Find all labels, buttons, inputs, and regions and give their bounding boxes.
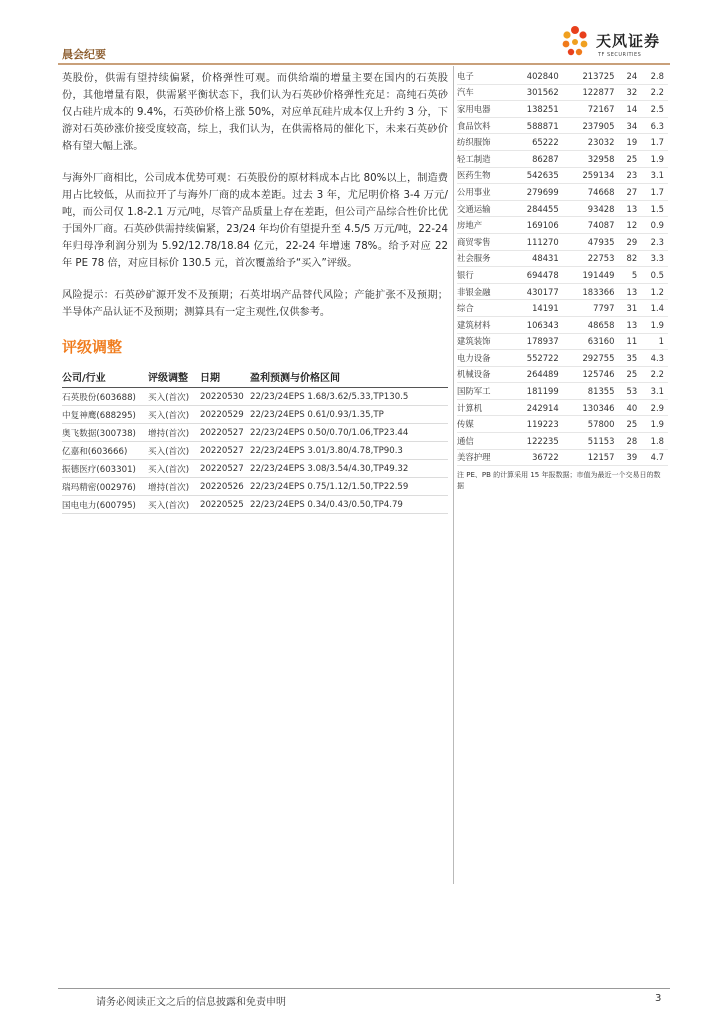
pb-cell: 3.1 <box>641 383 668 400</box>
industry-name-cell: 家用电器 <box>457 101 507 118</box>
industry-name-cell: 银行 <box>457 267 507 284</box>
pe-cell: 11 <box>618 333 641 350</box>
pb-cell: 4.7 <box>641 449 668 466</box>
pe-cell: 32 <box>618 84 641 101</box>
industry-column <box>457 68 670 492</box>
pe-cell: 12 <box>618 217 641 234</box>
market-cap-cell: 122235 <box>507 433 563 450</box>
float-cap-cell: 292755 <box>563 350 619 367</box>
table-row <box>62 388 448 406</box>
table-row <box>457 366 668 383</box>
industry-name-cell: 食品饮料 <box>457 117 507 134</box>
table-row <box>457 150 668 167</box>
float-cap-cell: 125746 <box>563 366 619 383</box>
footer-divider <box>58 988 670 989</box>
main-column <box>62 70 448 514</box>
float-cap-cell: 213725 <box>563 68 619 84</box>
date-cell: 20220525 <box>200 496 250 514</box>
industry-name-cell: 美容护理 <box>457 449 507 466</box>
table-row <box>457 383 668 400</box>
col-header-forecast: 盈利预测与价格区间 <box>250 367 448 388</box>
column-divider <box>453 66 454 884</box>
table-row <box>457 250 668 267</box>
float-cap-cell: 93428 <box>563 200 619 217</box>
market-cap-cell: 178937 <box>507 333 563 350</box>
rating-cell: 买入(首次) <box>148 406 200 424</box>
float-cap-cell: 237905 <box>563 117 619 134</box>
pe-cell: 19 <box>618 134 641 151</box>
pb-cell: 3.3 <box>641 250 668 267</box>
pe-cell: 31 <box>618 300 641 317</box>
pe-cell: 82 <box>618 250 641 267</box>
forecast-cell: 22/23/24EPS 0.75/1.12/1.50,TP22.59 <box>250 478 448 496</box>
market-cap-cell: 279699 <box>507 184 563 201</box>
table-row <box>457 217 668 234</box>
pe-cell: 13 <box>618 200 641 217</box>
float-cap-cell: 48658 <box>563 316 619 333</box>
pb-cell: 2.2 <box>641 366 668 383</box>
rating-cell: 买入(首次) <box>148 460 200 478</box>
pb-cell: 1.5 <box>641 200 668 217</box>
float-cap-cell: 130346 <box>563 399 619 416</box>
rating-header-row <box>62 367 448 388</box>
industry-name-cell: 公用事业 <box>457 184 507 201</box>
rating-cell: 增持(首次) <box>148 424 200 442</box>
table-row <box>457 316 668 333</box>
table-note: 注 PE、PB 的计算采用 15 年报数据；市值为最近一个交易日的数据 <box>457 471 661 491</box>
float-cap-cell: 32958 <box>563 150 619 167</box>
rating-table <box>62 367 448 514</box>
paragraph: 英股份，供需有望持续偏紧，价格弹性可观。而供给端的增量主要在国内的石英股份，其他增量有限，供需紧平衡状态下，我们认为石英砂价格弹性充足：高纯石英砂仅占硅片成本的 9.4%，石英砂价格上涨 50%，对应单瓦硅片成本仅上升约 3 分，下游对石英砂涨价接受度较高，综上，我们认为，在供需格局的催化下，未来石英砂价格有望大幅上涨。 <box>62 73 448 152</box>
pe-cell: 25 <box>618 150 641 167</box>
logo-mark-icon <box>558 22 592 62</box>
forecast-cell: 22/23/24EPS 0.34/0.43/0.50,TP4.79 <box>250 496 448 514</box>
table-row <box>457 200 668 217</box>
pb-cell: 1 <box>641 333 668 350</box>
float-cap-cell: 74087 <box>563 217 619 234</box>
market-cap-cell: 402840 <box>507 68 563 84</box>
pb-cell: 3.1 <box>641 167 668 184</box>
market-cap-cell: 86287 <box>507 150 563 167</box>
float-cap-cell: 12157 <box>563 449 619 466</box>
date-cell: 20220527 <box>200 424 250 442</box>
market-cap-cell: 588871 <box>507 117 563 134</box>
col-header-date: 日期 <box>200 367 250 388</box>
pb-cell: 6.3 <box>641 117 668 134</box>
table-row <box>457 350 668 367</box>
pe-cell: 24 <box>618 68 641 84</box>
float-cap-cell: 72167 <box>563 101 619 118</box>
pb-cell: 2.9 <box>641 399 668 416</box>
forecast-cell: 22/23/24EPS 0.50/0.70/1.06,TP23.44 <box>250 424 448 442</box>
pb-cell: 1.7 <box>641 134 668 151</box>
market-cap-cell: 65222 <box>507 134 563 151</box>
market-cap-cell: 111270 <box>507 233 563 250</box>
market-cap-cell: 181199 <box>507 383 563 400</box>
brand-logo <box>558 22 678 62</box>
table-row <box>62 460 448 478</box>
pb-cell: 2.8 <box>641 68 668 84</box>
pb-cell: 0.5 <box>641 267 668 284</box>
forecast-cell: 22/23/24EPS 0.61/0.93/1.35,TP <box>250 406 448 424</box>
pb-cell: 1.7 <box>641 184 668 201</box>
date-cell: 20220527 <box>200 442 250 460</box>
industry-name-cell: 医药生物 <box>457 167 507 184</box>
footer-disclaimer: 请务必阅读正文之后的信息披露和免责申明 <box>96 997 286 1008</box>
industry-name-cell: 建筑材料 <box>457 316 507 333</box>
float-cap-cell: 63160 <box>563 333 619 350</box>
pb-cell: 2.2 <box>641 84 668 101</box>
float-cap-cell: 51153 <box>563 433 619 450</box>
date-cell: 20220527 <box>200 460 250 478</box>
pb-cell: 1.9 <box>641 150 668 167</box>
table-row <box>457 433 668 450</box>
industry-name-cell: 纺织服饰 <box>457 134 507 151</box>
market-cap-cell: 694478 <box>507 267 563 284</box>
industry-name-cell: 综合 <box>457 300 507 317</box>
pe-cell: 27 <box>618 184 641 201</box>
market-cap-cell: 301562 <box>507 84 563 101</box>
risk-paragraph: 风险提示：石英砂矿源开发不及预期；石英坩埚产品替代风险；产能扩张不及预期；半导体产品认证不及预期；测算具有一定主观性,仅供参考。 <box>62 290 448 318</box>
forecast-cell: 22/23/24EPS 3.08/3.54/4.30,TP49.32 <box>250 460 448 478</box>
paragraph: 与海外厂商相比，公司成本优势可观：石英股份的原材料成本占比 80%以上，制造费用占比较低，从而拉开了与海外厂商的成本差距。过去 3 年，尤尼明价格 3-4 万元/吨，而公司仅 1.8-2.1 万元/吨，尽管产品质量上存在差距，但公司产品综合性价比优于国外厂商。石英砂供需持续偏紧，23/24 年均价有望提升至 4.5/5 万元/吨，22-24 年归母净利润分别为 5.92/12.78/18.84 亿元，22-24 年增速 78%。给予对应 22 年 PE 78 倍，对应目标价 130.5 元，首次覆盖给予“买入”评级。 <box>62 173 448 269</box>
pb-cell: 0.9 <box>641 217 668 234</box>
table-row <box>62 406 448 424</box>
table-row <box>457 134 668 151</box>
col-header-company: 公司/行业 <box>62 367 148 388</box>
table-row <box>457 233 668 250</box>
table-row <box>62 442 448 460</box>
table-row <box>457 399 668 416</box>
market-cap-cell: 264489 <box>507 366 563 383</box>
industry-name-cell: 建筑装饰 <box>457 333 507 350</box>
pe-cell: 39 <box>618 449 641 466</box>
pe-cell: 28 <box>618 433 641 450</box>
industry-name-cell: 非银金融 <box>457 283 507 300</box>
table-row <box>457 184 668 201</box>
industry-name-cell: 电子 <box>457 68 507 84</box>
header-divider <box>58 63 670 65</box>
date-cell: 20220530 <box>200 388 250 406</box>
company-cell: 中复神鹰(688295) <box>62 406 148 424</box>
industry-name-cell: 通信 <box>457 433 507 450</box>
market-cap-cell: 552722 <box>507 350 563 367</box>
pe-cell: 5 <box>618 267 641 284</box>
logo-en: TF SECURITIES <box>598 52 642 58</box>
industry-name-cell: 社会服务 <box>457 250 507 267</box>
market-cap-cell: 106343 <box>507 316 563 333</box>
market-cap-cell: 138251 <box>507 101 563 118</box>
industry-name-cell: 传媒 <box>457 416 507 433</box>
table-row <box>457 283 668 300</box>
table-row <box>62 478 448 496</box>
table-row <box>457 300 668 317</box>
table-row <box>457 117 668 134</box>
pe-cell: 53 <box>618 383 641 400</box>
company-cell: 石英股份(603688) <box>62 388 148 406</box>
market-cap-cell: 36722 <box>507 449 563 466</box>
forecast-cell: 22/23/24EPS 3.01/3.80/4.78,TP90.3 <box>250 442 448 460</box>
pe-cell: 29 <box>618 233 641 250</box>
table-row <box>457 416 668 433</box>
industry-name-cell: 交通运输 <box>457 200 507 217</box>
col-header-rating: 评级调整 <box>148 367 200 388</box>
pb-cell: 1.2 <box>641 283 668 300</box>
float-cap-cell: 122877 <box>563 84 619 101</box>
rating-cell: 增持(首次) <box>148 478 200 496</box>
pb-cell: 1.9 <box>641 416 668 433</box>
logo-name: 天风证券 <box>596 32 661 50</box>
company-cell: 瑞玛精密(002976) <box>62 478 148 496</box>
table-row <box>457 101 668 118</box>
float-cap-cell: 47935 <box>563 233 619 250</box>
market-cap-cell: 14191 <box>507 300 563 317</box>
header-title: 晨会纪要 <box>62 48 106 61</box>
table-row <box>457 84 668 101</box>
pe-cell: 14 <box>618 101 641 118</box>
rating-cell: 买入(首次) <box>148 442 200 460</box>
pb-cell: 1.4 <box>641 300 668 317</box>
float-cap-cell: 74668 <box>563 184 619 201</box>
industry-name-cell: 电力设备 <box>457 350 507 367</box>
section-title: 评级调整 <box>62 338 123 356</box>
pb-cell: 1.9 <box>641 316 668 333</box>
industry-name-cell: 房地产 <box>457 217 507 234</box>
industry-name-cell: 商贸零售 <box>457 233 507 250</box>
industry-name-cell: 国防军工 <box>457 383 507 400</box>
float-cap-cell: 23032 <box>563 134 619 151</box>
company-cell: 奥飞数据(300738) <box>62 424 148 442</box>
pb-cell: 2.5 <box>641 101 668 118</box>
market-cap-cell: 284455 <box>507 200 563 217</box>
table-row <box>457 333 668 350</box>
industry-table <box>457 68 668 466</box>
float-cap-cell: 191449 <box>563 267 619 284</box>
table-row <box>62 424 448 442</box>
pe-cell: 34 <box>618 117 641 134</box>
table-row <box>62 496 448 514</box>
float-cap-cell: 22753 <box>563 250 619 267</box>
industry-name-cell: 机械设备 <box>457 366 507 383</box>
date-cell: 20220526 <box>200 478 250 496</box>
market-cap-cell: 48431 <box>507 250 563 267</box>
date-cell: 20220529 <box>200 406 250 424</box>
industry-name-cell: 计算机 <box>457 399 507 416</box>
market-cap-cell: 169106 <box>507 217 563 234</box>
pe-cell: 25 <box>618 366 641 383</box>
pe-cell: 13 <box>618 283 641 300</box>
table-row <box>457 267 668 284</box>
company-cell: 国电电力(600795) <box>62 496 148 514</box>
pb-cell: 1.8 <box>641 433 668 450</box>
industry-name-cell: 汽车 <box>457 84 507 101</box>
company-cell: 振德医疗(603301) <box>62 460 148 478</box>
rating-cell: 买入(首次) <box>148 388 200 406</box>
float-cap-cell: 183366 <box>563 283 619 300</box>
pb-cell: 2.3 <box>641 233 668 250</box>
pe-cell: 25 <box>618 416 641 433</box>
pe-cell: 35 <box>618 350 641 367</box>
market-cap-cell: 242914 <box>507 399 563 416</box>
market-cap-cell: 119223 <box>507 416 563 433</box>
pe-cell: 40 <box>618 399 641 416</box>
float-cap-cell: 57800 <box>563 416 619 433</box>
pe-cell: 23 <box>618 167 641 184</box>
table-row <box>457 449 668 466</box>
float-cap-cell: 7797 <box>563 300 619 317</box>
float-cap-cell: 81355 <box>563 383 619 400</box>
rating-cell: 买入(首次) <box>148 496 200 514</box>
table-row <box>457 68 668 84</box>
float-cap-cell: 259134 <box>563 167 619 184</box>
company-cell: 亿嘉和(603666) <box>62 442 148 460</box>
page-number: 3 <box>655 993 662 1004</box>
market-cap-cell: 542635 <box>507 167 563 184</box>
pb-cell: 4.3 <box>641 350 668 367</box>
market-cap-cell: 430177 <box>507 283 563 300</box>
industry-name-cell: 轻工制造 <box>457 150 507 167</box>
forecast-cell: 22/23/24EPS 1.68/3.62/5.33,TP130.5 <box>250 388 448 406</box>
pe-cell: 13 <box>618 316 641 333</box>
table-row <box>457 167 668 184</box>
